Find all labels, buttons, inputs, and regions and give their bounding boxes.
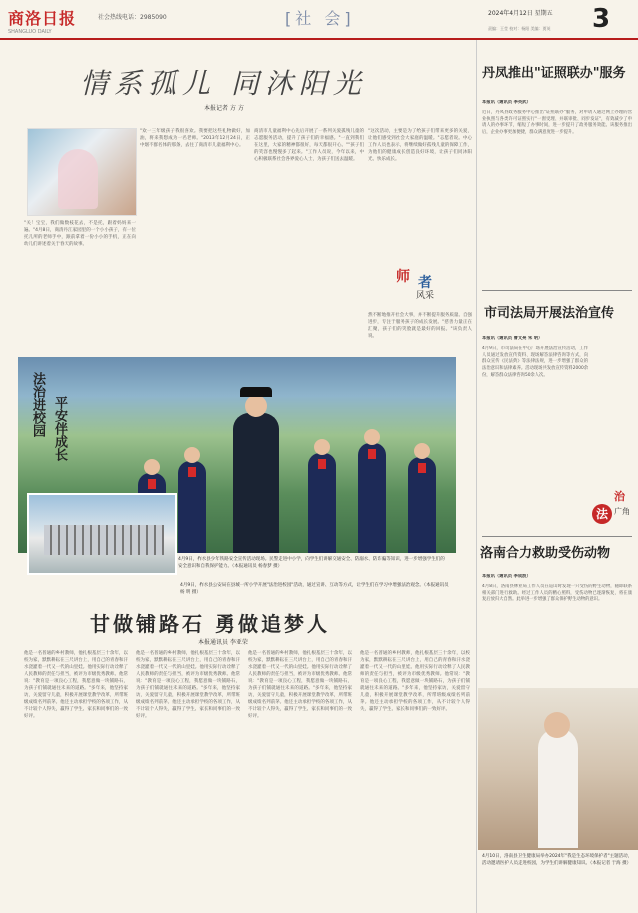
law-corner-badge: 治 法 广角 [592, 488, 632, 532]
editor-credits: 责编：王莹 校对：杨阳 美编：贾英 [488, 26, 551, 31]
school-building-photo [27, 493, 177, 575]
page-number: 3 [592, 4, 611, 34]
section-name: [社 会] [285, 9, 355, 28]
lead-story-body-col3: "这次活动，主要是为了给孩子们带来更多的关爱，让他们感受到社会大家庭的温暖。"志愿者说。中心工作人员也表示，将继续做好孤残儿童的保障工作，为他们的健康成长创造良好环境，让孩子们同沐阳光、快乐成长。 [368, 129, 472, 162]
photo-feature-title-2: 平安伴成长 [52, 396, 67, 461]
story2-byline: 本报讯（通讯员 曹文亮 朱 明） [482, 336, 543, 341]
health-event-photo [478, 688, 638, 850]
bottom-story-body-col3: 他是一名普通的乡村教师，他扎根基层三十余年，以校为家，默默耕耘在三尺讲台上，用自己的青春和汗水浇灌着一代又一代的山里娃。他用实际行动诠释了人民教师的责任与担当，被评为市级优秀教师。他常说："教育是一项良心工程，我愿意做一块铺路石，为孩子们铺就通往未来的道路。"多年来，他坚持家访，关爱留守儿童，积极开展课堂教学改革，所带班级成绩名列前茅。他还主动承担学校的各项工作，从不计较个人得失，赢得了学生、家长和同事们的一致好评。 [248, 651, 352, 719]
photo-caption-1: 4月9日，柞水县少年铁路安全宣传活动现场。民警走进中小学，向学生们讲解交通安全、防溺水、防诈骗等知识，进一步增强学生们的安全意识和自我保护能力。（本报通讯员 杨春梦 摄） [178, 557, 445, 569]
bottom-story-body-col2: 他是一名普通的乡村教师，他扎根基层三十余年，以校为家，默默耕耘在三尺讲台上，用自己的青春和汗水浇灌着一代又一代的山里娃。他用实际行动诠释了人民教师的责任与担当，被评为市级优秀教师。他常说："教育是一项良心工程，我愿意做一块铺路石，为孩子们铺就通往未来的道路。"多年来，他坚持家访，关爱留守儿童，积极开展课堂教学改革，所带班级成绩名列前茅。他还主动承担学校的各项工作，从不计较个人得失，赢得了学生、家长和同事们的一致好评。 [136, 651, 240, 719]
story1-byline: 本报讯（通讯员 李英武） [482, 100, 531, 105]
story1-title: 丹凤推出"证照联办"服务 [482, 66, 626, 81]
newspaper-logo: 商洛日报 SHANGLUO DAILY [8, 9, 77, 35]
photo-feature-title-1: 法治进校园 [30, 372, 45, 437]
story3-title: 洛南合力救助受伤动物 [480, 546, 611, 561]
divider [482, 290, 632, 291]
children-photo [27, 128, 137, 216]
masthead [0, 0, 638, 40]
story2-title: 市司法局开展法治宣传 [484, 306, 615, 321]
lead-story-byline: 本报记者 方 方 [204, 105, 244, 112]
story2-body: 4月9日，市司法局在中心广场开展法治宣传活动，工作人员通过发放宣传资料、现场解答法律咨询等方式，向群众宣传《民法典》等法律法规，进一步增强了群众的法治意识和法律素养。活动现场共发放宣传资料2000余份，解答群众法律咨询50余人次。 [482, 346, 588, 378]
lead-story-intro: "关！宝宝，我们做数枝花去，不是托，跟着妈妈来一遍。"4月8日，商清丹江家园里的一个小小孩子，有一位托儿所的老师手中，跟前拿着一份小小的手机，正在向幼儿们讲述着关于春天的故事。 [24, 221, 136, 247]
photo-caption-2: 4月9日，柞水县公安局在县城一所小学开展"法治进校园"活动，通过宣讲、互动等方式，让学生们在学习中增强法治观念。（本报通讯员 杨 明 摄） [180, 583, 449, 595]
bottom-story-title: 甘做铺路石 勇做追梦人 [90, 612, 330, 636]
right-photo-caption: 4月10日，洛南县卫生健康局举办2024年"我是生态环境保护者"主题活动，活动邀请医护人员走进校园，为学生们讲解健康知识。（本报记者 于海 摄） [482, 854, 633, 866]
bottom-story-byline: 本报通讯员 李亚荣 [198, 639, 248, 646]
story1-body: 近日，丹凤县政务服务中心推出"证照联办"服务，对申请人通过网上办理的营业执照与各类许可证照实行"一窗受理、并联审批、同步发证"，有效减少了申请人的办事环节，缩短了办事时间，进一步提升了政务服务效能。该服务推出后，企业办事更加便捷，群众满意度进一步提升。 [482, 110, 632, 136]
story3-body: 4月8日，洛南县林业局工作人员在巡山时发现一只受伤的野生动物，随即联系相关部门进行救助。经过工作人员的精心照料，受伤动物已逐渐恢复，将在康复后放归大自然。此举进一步增强了群众保护野生动物的意识。 [482, 584, 632, 603]
contact-line: 社会热线电话：2985090 [98, 14, 167, 21]
divider [482, 536, 632, 537]
issue-date: 2024年4月12日 星期五 [488, 10, 553, 17]
lead-story-title: 情系孤儿 同沐阳光 [80, 67, 367, 100]
lead-story-body-col1: "欢一三年级孩子我很喜欢。我要把这些礼物做好，加油，将来我想成为一名老师。"2013年12月24日，正中烟不群名体的那条，去往了商清市儿童福利中心。 [140, 129, 250, 148]
story3-byline: 本报讯（通讯员 李成波） [482, 574, 531, 579]
bottom-story-body-col1: 他是一名普通的乡村教师，他扎根基层三十余年，以校为家，默默耕耘在三尺讲台上，用自己的青春和汗水浇灌着一代又一代的山里娃。他用实际行动诠释了人民教师的责任与担当，被评为市级优秀教师。他常说："教育是一项良心工程，我愿意做一块铺路石，为孩子们铺就通往未来的道路。"多年来，他坚持家访，关爱留守儿童，积极开展课堂教学改革，所带班级成绩名列前茅。他还主动承担学校的各项工作，从不计较个人得失，赢得了学生、家长和同事们的一致好评。 [24, 651, 128, 719]
bottom-story-body-col4: 他是一名普通的乡村教师，他扎根基层三十余年，以校为家，默默耕耘在三尺讲台上，用自己的青春和汗水浇灌着一代又一代的山里娃。他用实际行动诠释了人民教师的责任与担当，被评为市级优秀教师。他常说："教育是一项良心工程，我愿意做一块铺路石，为孩子们铺就通往未来的道路。"多年来，他坚持家访，关爱留守儿童，积极开展课堂教学改革，所带班级成绩名列前茅。他还主动承担学校的各项工作，从不计较个人得失，赢得了学生、家长和同事们的一致好评。 [360, 651, 470, 712]
lead-story-body-col4: 然不断地推开社会大事，并不断提升服务质量。自强进步，专注于服务孩子的成长发展。"慈善力量正在汇聚，孩子们的笑脸就是最好的回报。"该负责人说。 [368, 313, 472, 339]
teacher-style-badge: 师 者 风采 [396, 269, 434, 301]
lead-story-body-col2: 商清市儿童福利中心先后开展了一系列关爱孤残儿童的志愿服务活动，提升了孩子们的幸福感。"一直到我们在这里，大家的精神都很好，每天都很开心。""孩子们的笑容也慢慢多了起来。"工作人员说，今年以来，中心积极联系社会各界爱心人士，为孩子们送去温暖。 [254, 129, 364, 162]
